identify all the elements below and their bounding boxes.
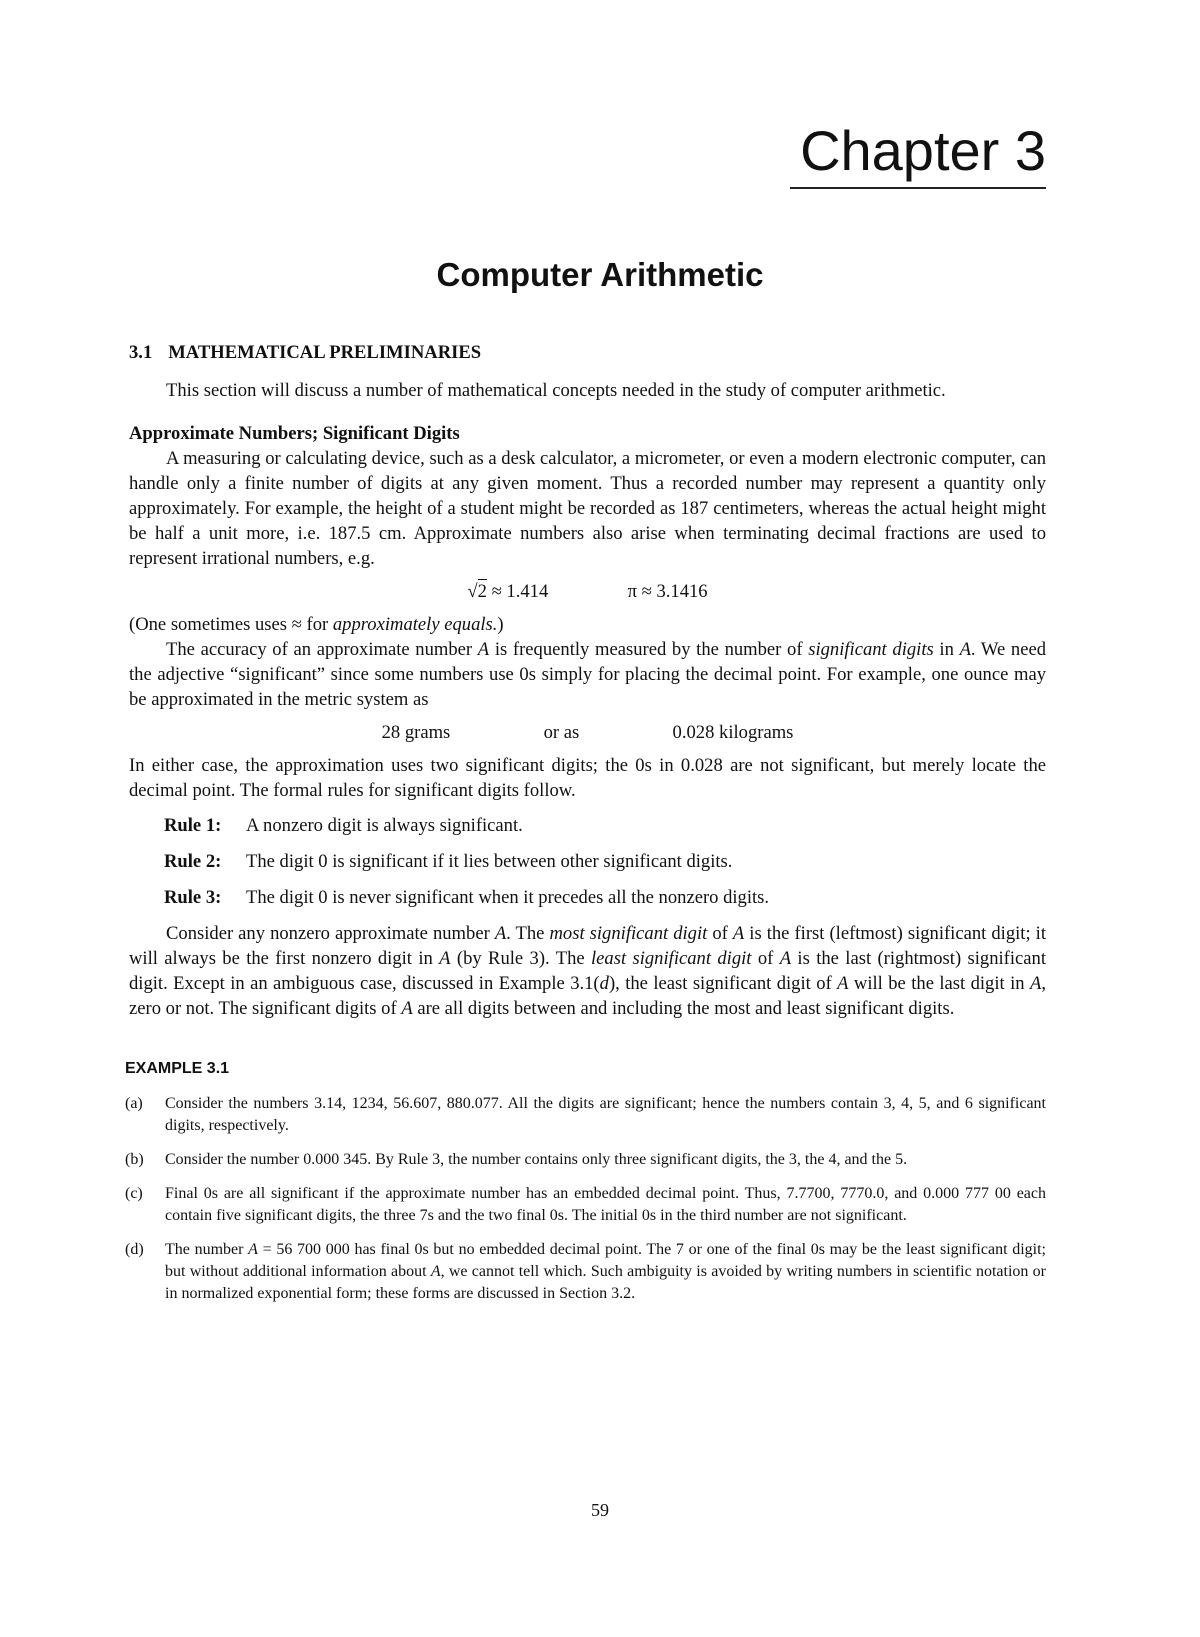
chapter-rule bbox=[790, 187, 1046, 189]
example-text: Final 0s are all significant if the approximate number has an embedded decimal point. Thus, 7.7700, 7770.0, and 0.000 777 00 each contain five significant digits, the three 7s and the two final 0s. The initial 0s in the third number are not significant. bbox=[165, 1185, 1046, 1224]
pi-approximation: π ≈ 3.1416 bbox=[627, 581, 708, 602]
section-intro: This section will discuss a number of mathematical concepts needed in the study of computer arithmetic. bbox=[166, 380, 946, 401]
equation-approximations bbox=[129, 579, 1046, 604]
example-text: The number A = 56 700 000 has final 0s but no embedded decimal point. The 7 or one of the final 0s may be the least significant digit; but without additional information about A, we cannot tell which. Such ambiguity is avoided by writing numbers in scientific notation or in normalized exponential form; these forms are discussed in Section 3.2. bbox=[165, 1241, 1047, 1302]
example-tag: (c) bbox=[125, 1185, 143, 1202]
rules-list bbox=[164, 813, 1046, 910]
example-tag: (d) bbox=[125, 1241, 144, 1258]
rule-text: A nonzero digit is always significant. bbox=[246, 815, 523, 836]
ounce-grams: 28 grams bbox=[381, 722, 451, 743]
section-heading bbox=[129, 340, 1046, 365]
rule-item bbox=[164, 849, 1046, 874]
ounce-or: or as bbox=[543, 722, 580, 743]
rule-item bbox=[164, 885, 1046, 910]
example-tag: (a) bbox=[125, 1095, 143, 1112]
rule-text: The digit 0 is never significant when it precedes all the nonzero digits. bbox=[246, 887, 770, 908]
sqrt-value: ≈ 1.414 bbox=[491, 581, 549, 602]
example-item-d bbox=[125, 1239, 1046, 1305]
rule-label: Rule 1: bbox=[164, 815, 222, 836]
example-item-b bbox=[125, 1149, 1046, 1171]
subsection-heading: Approximate Numbers; Significant Digits bbox=[129, 423, 460, 444]
paragraph-most-least-significant: Consider any nonzero approximate number A. The most significant digit of A is the first (leftmost) significant digit; it will always be the first nonzero digit in A (by Rule 3). The least significant digit of A is the last (rightmost) significant digit. Except in an ambiguous case, discussed in Example 3.1(d), the least significant digit of A will be the last digit in A, zero or not. The significant digits of A are all digits between and including the most and least significant digits. bbox=[129, 923, 1046, 1019]
chapter-title: Computer Arithmetic bbox=[436, 256, 764, 293]
rule-label: Rule 3: bbox=[164, 887, 222, 908]
rule-text: The digit 0 is significant if it lies between other significant digits. bbox=[246, 851, 733, 872]
section-title: MATHEMATICAL PRELIMINARIES bbox=[168, 342, 482, 363]
example-item-a bbox=[125, 1093, 1046, 1137]
page-number: 59 bbox=[591, 1500, 609, 1520]
chapter-label: Chapter 3 bbox=[800, 119, 1046, 182]
rule-item bbox=[164, 813, 1046, 838]
paragraph-approx-symbol: (One sometimes uses ≈ for approximately equals.) bbox=[129, 614, 504, 635]
paragraph-approximate-numbers: A measuring or calculating device, such as a desk calculator, a micrometer, or even a modern electronic computer, can handle only a finite number of digits at any given moment. Thus a recorded number may represent a quantity only approximately. For example, the height of a student might be recorded as 187 centimeters, whereas the actual height might be half a unit more, i.e. 187.5 cm. Approximate numbers also arise when terminating decimal fractions are used to represent irrational numbers, e.g. bbox=[129, 448, 1046, 569]
sqrt-radicand: 2 bbox=[477, 581, 487, 602]
ounce-kilograms: 0.028 kilograms bbox=[672, 722, 794, 743]
body-text bbox=[125, 340, 1047, 1317]
example-heading: EXAMPLE 3.1 bbox=[125, 1060, 230, 1077]
paragraph-either-case: In either case, the approximation uses two significant digits; the 0s in 0.028 are not significant, but merely locate the decimal point. The formal rules for significant digits follow. bbox=[129, 755, 1046, 801]
paragraph-accuracy: The accuracy of an approximate number A is frequently measured by the number of significant digits in A. We need the adjective “significant” since some numbers use 0s simply for placing the decimal point. For example, one ounce may be approximated in the metric system as bbox=[129, 639, 1046, 710]
rule-label: Rule 2: bbox=[164, 851, 222, 872]
section-number: 3.1 bbox=[129, 342, 153, 363]
equation-ounce bbox=[129, 720, 1046, 745]
sqrt-symbol: √ bbox=[467, 581, 478, 602]
example-text: Consider the numbers 3.14, 1234, 56.607, 880.077. All the digits are significant; hence the numbers contain 3, 4, 5, and 6 significant digits, respectively. bbox=[165, 1095, 1046, 1134]
example-item-c bbox=[125, 1183, 1046, 1227]
example-tag: (b) bbox=[125, 1151, 144, 1168]
example-text: Consider the number 0.000 345. By Rule 3, the number contains only three significant digits, the 3, the 4, and the 5. bbox=[165, 1151, 908, 1168]
